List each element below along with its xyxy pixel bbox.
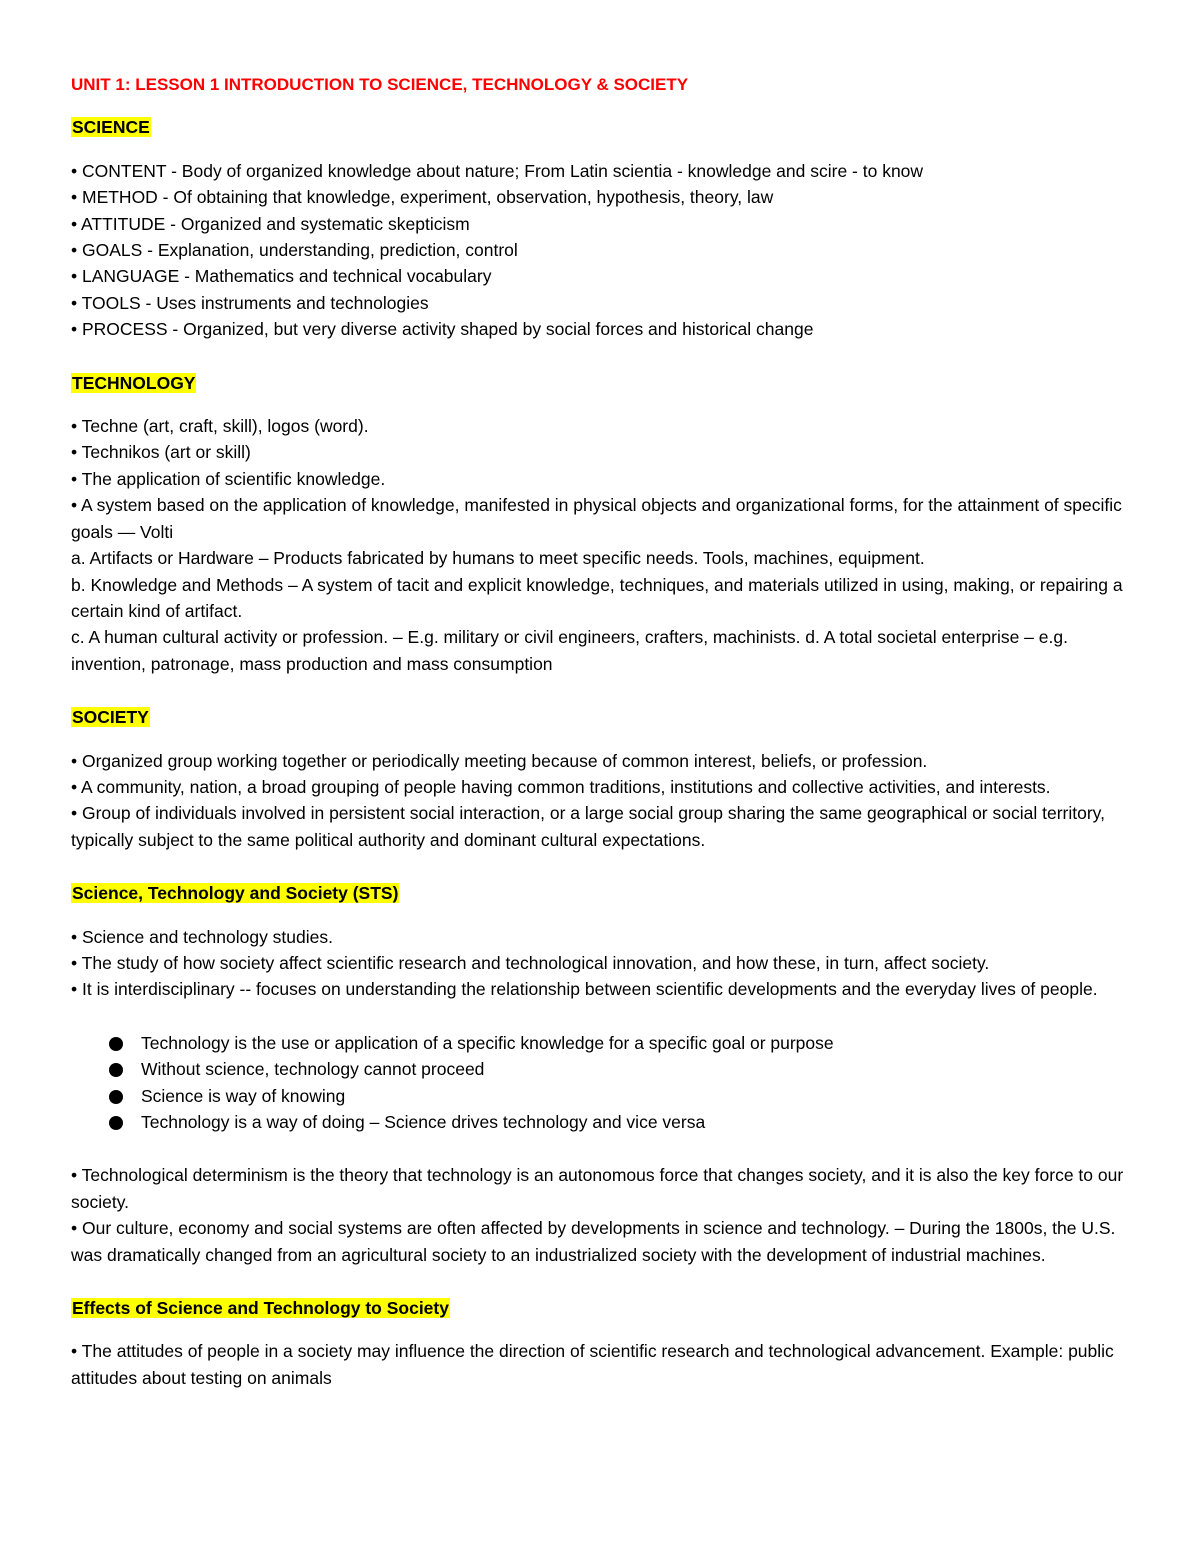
sts-line: • Technological determinism is the theory that technology is an autonomous force that changes society, and it is also the key force to our society. <box>71 1165 1124 1212</box>
sts-heading-text: Science, Technology and Society (STS) <box>72 883 399 904</box>
list-item-text: Without science, technology cannot proceed <box>141 1059 485 1080</box>
effects-line: • The attitudes of people in a society may influence the direction of scientific research and technological advancement. Example: public attitudes about testing on animals <box>71 1341 1114 1388</box>
list-item-text: Science is way of knowing <box>141 1085 346 1106</box>
section-heading-sts <box>71 880 1131 906</box>
technology-line: a. Artifacts or Hardware – Products fabricated by humans to meet specific needs. Tools, machines, equipment. <box>71 548 925 569</box>
society-heading-text: SOCIETY <box>72 707 149 728</box>
technology-line: b. Knowledge and Methods – A system of tacit and explicit knowledge, techniques, and materials utilized in using, making, or repairing a certain kind of artifact. <box>71 574 1123 621</box>
effects-heading-text: Effects of Science and Technology to Society <box>72 1298 449 1319</box>
science-heading-text: SCIENCE <box>72 117 150 138</box>
society-line: • A community, nation, a broad grouping of people having common traditions, institutions and collective activities, and interests. <box>71 776 1051 797</box>
science-section <box>71 158 1131 343</box>
list-item-text: Technology is a way of doing – Science drives technology and vice versa <box>141 1112 706 1132</box>
list-item-text: Technology is the use or application of a specific knowledge for a specific goal or purpose <box>141 1032 834 1053</box>
sts-section-continued <box>71 1162 1131 1268</box>
society-line: • Organized group working together or periodically meeting because of common interest, beliefs, or profession. <box>71 750 928 771</box>
technology-section <box>71 413 1131 677</box>
science-line: • GOALS - Explanation, understanding, prediction, control <box>71 240 518 261</box>
sts-line: • Our culture, economy and social systems are often affected by developments in science and technology. – During the 1800s, the U.S. was dramatically changed from an agricultural society to an industrialized society with the development of industrial machines. <box>71 1218 1116 1265</box>
list-item <box>71 1030 1131 1056</box>
society-section <box>71 748 1131 854</box>
sts-section <box>71 924 1131 1003</box>
list-item <box>71 1083 1131 1109</box>
sts-line: • The study of how society affect scientific research and technological innovation, and how these, in turn, affect society. <box>71 952 990 973</box>
bullet-dot-icon <box>109 1090 123 1104</box>
science-line: • PROCESS - Organized, but very diverse activity shaped by social forces and historical change <box>71 319 814 340</box>
sts-line: • It is interdisciplinary -- focuses on understanding the relationship between scientific developments and the everyday lives of people. <box>71 979 1098 1000</box>
document-title: UNIT 1: LESSON 1 INTRODUCTION TO SCIENCE, TECHNOLOGY & SOCIETY <box>71 75 689 94</box>
section-heading-technology <box>71 370 1131 396</box>
science-line: • ATTITUDE - Organized and systematic skepticism <box>71 213 470 234</box>
effects-section <box>71 1338 1131 1391</box>
science-line: • METHOD - Of obtaining that knowledge, experiment, observation, hypothesis, theory, law <box>71 187 774 208</box>
sts-bullet-list <box>71 1030 1131 1136</box>
list-item <box>71 1056 1131 1082</box>
society-line: • Group of individuals involved in persistent social interaction, or a large social group sharing the same geographical or social territory, typically subject to the same political authority and dominant cultural expectations. <box>71 803 1105 850</box>
technology-line: c. A human cultural activity or profession. – E.g. military or civil engineers, crafters, machinists. d. A total societal enterprise – e.g. invention, patronage, mass production and mass consumption <box>71 627 1068 674</box>
list-item <box>71 1109 1131 1135</box>
technology-line: • A system based on the application of knowledge, manifested in physical objects and organizational forms, for the attainment of specific goals — Volti <box>71 495 1122 542</box>
bullet-dot-icon <box>109 1037 123 1051</box>
section-heading-society <box>71 704 1131 730</box>
technology-line: • The application of scientific knowledge. <box>71 468 386 489</box>
bullet-dot-icon <box>109 1063 123 1077</box>
science-line: • LANGUAGE - Mathematics and technical vocabulary <box>71 266 492 287</box>
document-content <box>71 72 1131 1418</box>
sts-line: • Science and technology studies. <box>71 926 333 947</box>
section-heading-science <box>71 114 1131 140</box>
technology-heading-text: TECHNOLOGY <box>72 372 196 393</box>
technology-line: • Technikos (art or skill) <box>71 442 251 463</box>
science-line: • CONTENT - Body of organized knowledge about nature; From Latin scientia - knowledge and scire - to know <box>71 160 924 181</box>
bullet-dot-icon <box>109 1116 123 1130</box>
section-heading-effects <box>71 1295 1131 1321</box>
science-line: • TOOLS - Uses instruments and technologies <box>71 292 429 313</box>
technology-line: • Techne (art, craft, skill), logos (word). <box>71 416 369 437</box>
